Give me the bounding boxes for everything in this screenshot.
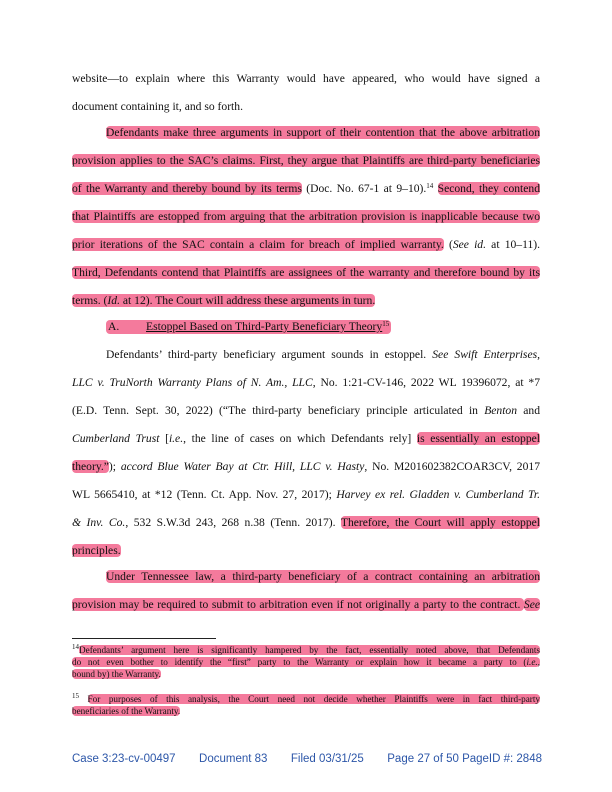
highlighted-text: Therefore, the Court will apply estoppel xyxy=(340,516,540,529)
highlighted-text: provision may be required to submit to arbitration even if not originally a party to the contract. xyxy=(72,598,524,611)
footnote-number: 14 xyxy=(72,643,79,651)
highlighted-text: For purposes of this analysis, the Court need not decide whether Plaintiffs were in fact third-party xyxy=(87,694,541,704)
footnote-ref[interactable]: 14 xyxy=(426,182,434,190)
text: (E.D. Tenn. Sept. 30, 2022) (“The third-party beneficiary principle articulated in xyxy=(72,404,485,417)
text-line xyxy=(72,598,540,612)
case-number: Case 3:23-cv-00497 xyxy=(72,753,176,765)
highlighted-text: theory.” xyxy=(72,460,109,473)
text-line xyxy=(72,266,540,280)
section-heading xyxy=(106,320,391,334)
filed-date: Filed 03/31/25 xyxy=(290,753,364,765)
text-line xyxy=(72,72,540,86)
text: document containing it, and so forth. xyxy=(72,100,243,113)
text-line xyxy=(72,182,540,196)
citation: Harvey ex rel. Gladden v. Cumberland Tr. xyxy=(336,488,540,501)
text: at 10–11). xyxy=(486,238,541,251)
text-line xyxy=(72,154,540,168)
footnote-number: 15 xyxy=(72,692,79,700)
highlighted-text: that Plaintiffs are estopped from arguing that the arbitration provision is inapplicable because two xyxy=(72,210,540,223)
citation: i.e. xyxy=(526,657,538,667)
citation: Benton xyxy=(484,404,518,417)
highlighted-text: at 12). The Court will address these arguments in turn. xyxy=(119,294,376,307)
text-line xyxy=(72,404,540,418)
citation: & Inv. Co. xyxy=(72,516,126,529)
footnote-line xyxy=(72,657,540,668)
text-line xyxy=(72,210,540,224)
text: ( xyxy=(443,238,453,251)
highlighted-text: provision applies to the SAC’s claims. First, they argue that Plaintiffs are third-party beneficiaries xyxy=(72,154,540,167)
text-line xyxy=(72,294,540,308)
highlighted-text: do not even bother to identify the “first” party to the Warranty or explain how it became a party to ( xyxy=(72,657,527,667)
text: , No. 1:21-CV-146, 2022 WL 19396072, at *7 xyxy=(312,376,541,389)
text-line xyxy=(72,238,540,252)
text-line xyxy=(106,348,540,362)
text: Defendants’ third-party beneficiary argument sounds in estoppel. xyxy=(106,348,433,361)
footnote-line xyxy=(72,694,540,705)
text-line xyxy=(72,376,540,390)
citation: See id. xyxy=(452,238,487,251)
footnote-line xyxy=(72,669,540,680)
text-line xyxy=(72,544,540,558)
text-line xyxy=(106,126,540,140)
footnote-line xyxy=(72,706,540,717)
text-line xyxy=(72,460,540,474)
heading-title: Estoppel Based on Third-Party Beneficiary Theory xyxy=(146,320,383,333)
highlighted-text: Second, they contend xyxy=(437,182,540,195)
footnote-divider xyxy=(72,638,216,639)
text: ); xyxy=(108,460,121,473)
citation: See Swift Enterprises, xyxy=(432,348,541,361)
highlighted-text: bound by) the Warranty. xyxy=(72,669,161,679)
highlighted-text: terms. ( xyxy=(72,294,108,307)
highlighted-text: principles. xyxy=(72,544,121,557)
text-line xyxy=(72,432,540,446)
text: (Doc. No. 67-1 at 9–10). xyxy=(301,182,427,195)
citation: Id. xyxy=(107,294,120,307)
text: WL 5665410, at *12 (Tenn. Ct. App. Nov. 27, 2017); xyxy=(72,488,337,501)
footnote-ref[interactable]: 15 xyxy=(382,320,390,328)
highlighted-text: is essentially an estoppel xyxy=(416,432,541,445)
text-line xyxy=(106,570,540,584)
highlighted-text: of the Warranty and thereby bound by its terms xyxy=(72,182,302,195)
highlighted-text: Third, Defendants contend that Plaintiffs are assignees of the warranty and therefore bound by its xyxy=(72,266,540,279)
citation: LLC v. TruNorth Warranty Plans of N. Am., LLC xyxy=(72,376,313,389)
text-line xyxy=(72,100,540,114)
highlighted-text: Defendants’ argument here is significantly hampered by the fact, essentially noted above, that Defendants xyxy=(79,645,540,655)
text: and xyxy=(517,404,540,417)
text-line xyxy=(72,488,540,502)
text: , No. M201602382COAR3CV, 2017 xyxy=(364,460,540,473)
highlighted-text: , xyxy=(537,657,540,667)
court-filing-header xyxy=(72,753,542,765)
text: website—to explain where this Warranty would have appeared, who would have signed a xyxy=(72,72,540,85)
highlighted-text: Under Tennessee law, a third-party beneficiary of a contract containing an arbitration xyxy=(106,570,540,583)
highlighted-text: Defendants make three arguments in support of their contention that the above arbitration xyxy=(106,126,540,139)
document-number: Document 83 xyxy=(199,753,268,765)
highlighted-text: prior iterations of the SAC contain a claim for breach of implied warranty. xyxy=(72,238,444,251)
citation: Cumberland Trust xyxy=(72,432,160,445)
citation: i.e. xyxy=(168,432,184,445)
heading-letter: A. xyxy=(108,320,120,333)
citation: accord Blue Water Bay at Ctr. Hill, LLC v. Hasty xyxy=(120,460,365,473)
text-line xyxy=(72,516,540,530)
text: , 532 S.W.3d 243, 268 n.38 (Tenn. 2017). xyxy=(125,516,341,529)
citation: See xyxy=(523,598,540,611)
text: [ xyxy=(159,432,169,445)
highlighted-text: beneficiaries of the Warranty. xyxy=(72,706,181,716)
text: , the line of cases on which Defendants rely] xyxy=(183,432,417,445)
page-id: Page 27 of 50 PageID #: 2848 xyxy=(387,753,542,765)
footnote-line xyxy=(72,645,540,656)
